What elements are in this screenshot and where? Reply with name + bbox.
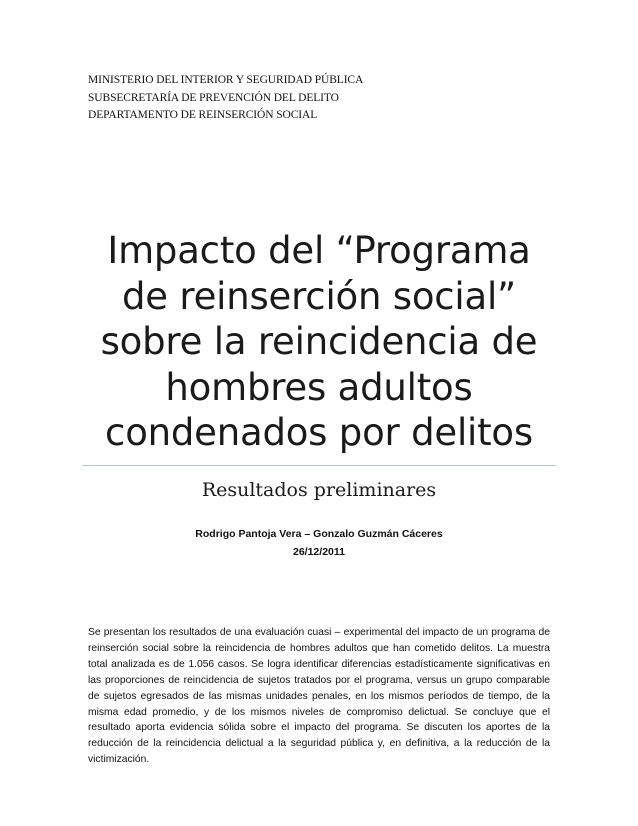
title-line: sobre la reincidencia de: [100, 320, 538, 363]
abstract-paragraph: Se presentan los resultados de una evaluación cuasi – experimental del impacto de un programa de reinserción social sobre la reincidencia de hombres adultos que han cometido delitos. La muestra total analizada es de 1.056 casos. Se logra identificar diferencias estadísticamente significativas en las proporciones de reincidencia de sujetos tratados por el programa, versus un grupo comparable de sujetos egresados de las mismas unidades penales, en los mismos períodos de tiempo, de la misma edad promedio, y de los mismos niveles de compromiso delictual. Se concluye que el resultado aporta evidencia sólida sobre el impacto del programa. Se discuten los aportes de la reducción de la reincidencia delictual a la seguridad pública y, en definitiva, a la reducción de la victimización.: [88, 627, 550, 766]
title-line: condenados por delitos: [105, 411, 533, 454]
header-ministry: MINISTERIO DEL INTERIOR Y SEGURIDAD PÚBLICA: [88, 74, 364, 86]
title-line: hombres adultos: [165, 365, 473, 409]
title-line: de reinserción social”: [121, 274, 517, 318]
header-department: DEPARTAMENTO DE REINSERCIÓN SOCIAL: [88, 109, 318, 121]
document-subtitle: Resultados preliminares: [201, 479, 437, 501]
institution-header: [88, 72, 363, 125]
title-line: Impacto del “Programa: [107, 229, 531, 272]
header-subsecretariat: SUBSECRETARÍA DE PREVENCIÓN DEL DELITO: [88, 91, 339, 104]
title-divider: [82, 465, 556, 466]
document-date: 26/12/2011: [293, 546, 345, 558]
authors: Rodrigo Pantoja Vera – Gonzalo Guzmán Cáceres: [195, 528, 443, 540]
document-title: [82, 228, 556, 456]
author-block: [82, 525, 556, 561]
